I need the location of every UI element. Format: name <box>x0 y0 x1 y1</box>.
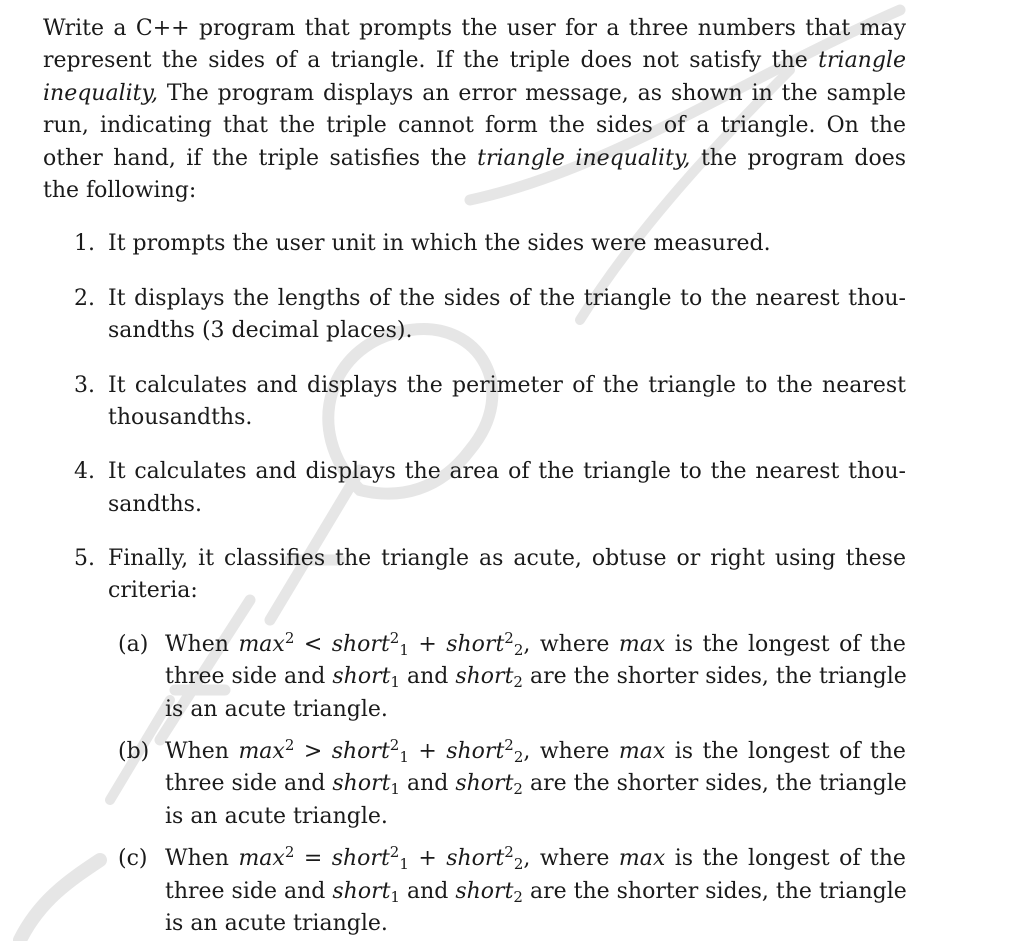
criteria-formula-line: When $\max^2$ < short$^2_1$ + short$^2_2$, where max is the longest of the <box>165 628 906 659</box>
emphasis: inequality, <box>43 80 159 106</box>
list-item-number: 2. <box>74 285 95 311</box>
emphasis: triangle inequality, <box>477 145 691 171</box>
criteria-line: is an acute triangle. <box>165 910 388 936</box>
criteria-item <box>118 628 907 726</box>
list-item-number: 3. <box>74 372 95 398</box>
criteria-formula-line: When $\max^2$ > short$^2_1$ + short$^2_2$, where max is the longest of the <box>165 736 906 767</box>
list-item: 5. Finally, it classifies the triangle as acute, obtuse or right using these criteria: <box>108 543 906 608</box>
list-item: 1. It prompts the user unit in which the sides were measured. <box>108 228 906 260</box>
list-item-number: 4. <box>74 459 95 485</box>
criteria-formula-line: When $\max^2$ = short$^2_1$ + short$^2_2$, where max is the longest of the <box>165 843 906 874</box>
criteria-label: (b) <box>118 739 150 765</box>
criteria-line: is an acute triangle. <box>165 803 388 829</box>
criteria-label: (a) <box>118 631 149 657</box>
intro-line: inequality, The program displays an error message, as shown in the sample <box>43 80 907 106</box>
document-page <box>43 13 906 940</box>
emphasis: triangle <box>818 48 906 74</box>
intro-line: the following: <box>43 177 197 203</box>
criteria-line: three side and short$_1$ and short$_2$ are the shorter sides, the triangle <box>165 771 907 799</box>
criteria-line: is an acute triangle. <box>165 696 388 722</box>
criteria-label: (c) <box>118 846 148 872</box>
intro-line: run, indicating that the triple cannot form the sides of a triangle. On the <box>43 113 906 139</box>
criteria-line: three side and short$_1$ and short$_2$ are the shorter sides, the triangle <box>165 878 907 906</box>
intro-paragraph <box>43 13 906 207</box>
list-item: 4. It calculates and displays the area of the triangle to the nearest thou- sandths. <box>108 456 906 521</box>
criteria-line: three side and short$_1$ and short$_2$ are the shorter sides, the triangle <box>165 664 907 692</box>
list-item-number: 5. <box>74 546 95 572</box>
criteria-item <box>118 843 907 940</box>
criteria-item <box>118 736 907 833</box>
intro-line: represent the sides of a triangle. If the triple does not satisfy the triangle <box>43 48 906 74</box>
intro-line: other hand, if the triple satisfies the triangle inequality, the program does <box>43 145 907 171</box>
list-item-number: 1. <box>74 231 95 257</box>
list-item: 2. It displays the lengths of the sides of the triangle to the nearest thou- sandths (3 decimal places). <box>108 283 906 348</box>
intro-line: Write a C++ program that prompts the user for a three numbers that may <box>43 16 906 41</box>
list-item: 3. It calculates and displays the perimeter of the triangle to the nearest thousandths. <box>108 370 906 435</box>
